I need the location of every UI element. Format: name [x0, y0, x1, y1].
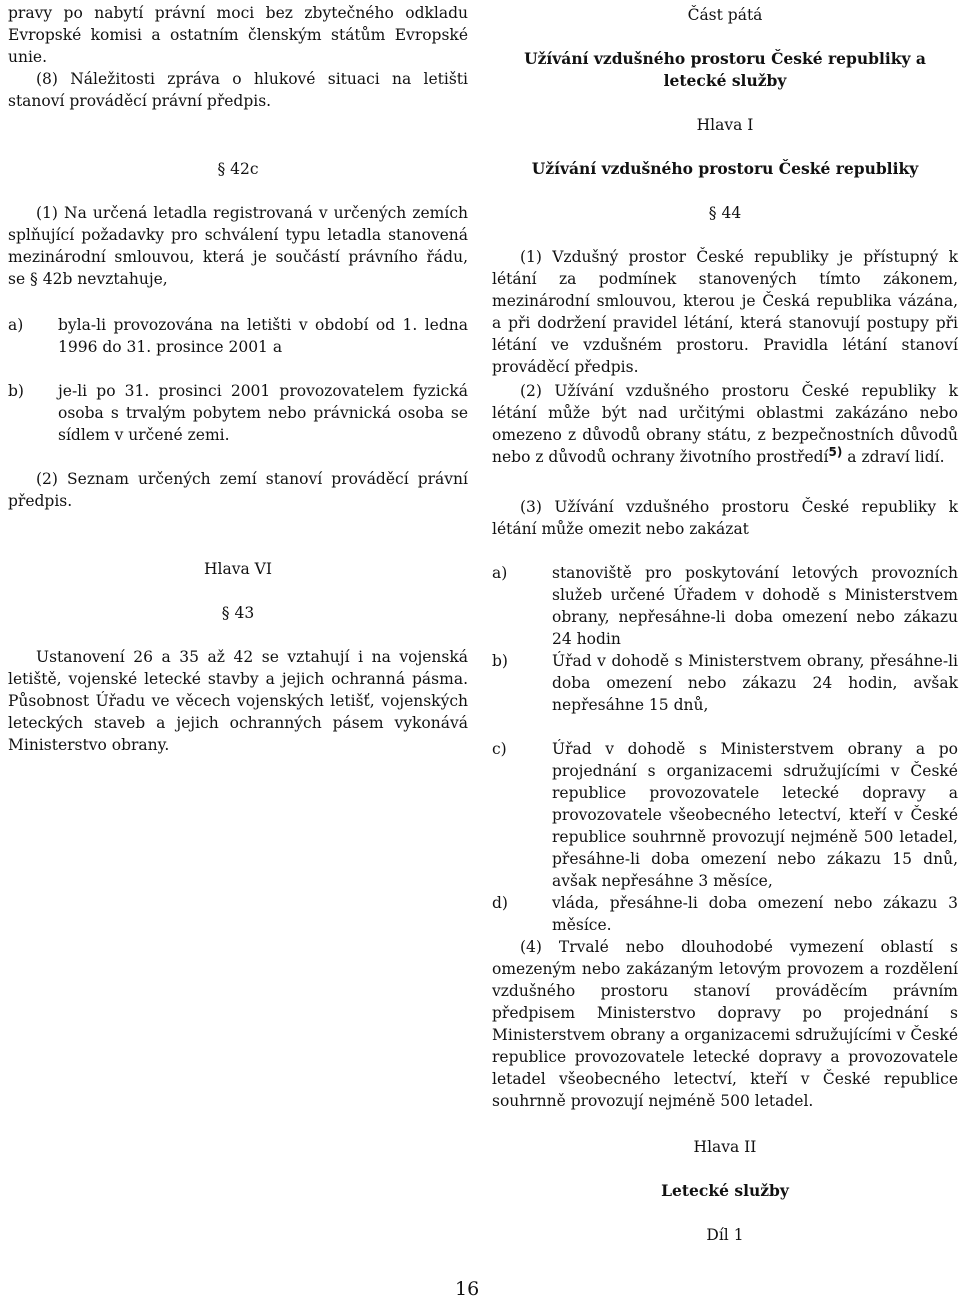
hlava-vi-heading: Hlava VI	[204, 560, 272, 578]
page-number: 16	[455, 1278, 480, 1300]
part-heading: Část pátá	[687, 6, 763, 24]
list-item-c	[492, 738, 958, 892]
footnote-reference[interactable]: 5)	[828, 444, 843, 459]
list-item-d	[492, 892, 958, 936]
list-item-b	[8, 380, 468, 446]
list-item-label: b)	[8, 382, 24, 400]
paragraph-continuation: pravy po nabytí právní moci bez zbytečného odkladu Evropské komisi a ostatním členským státům Evropské unie.	[8, 4, 468, 66]
paragraph-43: Ustanovení 26 a 35 až 42 se vztahují i na vojenská letiště, vojenské letecké stavby a jejich ochranná pásma. Působnost Úřadu ve věcech vojenských letišť, vojenských leteckých staveb a jejich ochranných pásem vykonává Ministerstvo obrany.	[8, 648, 468, 754]
list-item-a	[8, 314, 468, 358]
paragraph-8: (8) Náležitosti zpráva o hlukové situaci na letišti stanoví prováděcí právní předpis.	[8, 70, 468, 110]
list-item-text: Úřad v dohodě s Ministerstvem obrany, přesáhne-li doba omezení nebo zákazu 24 hodin, avšak nepřesáhne 15 dnů,	[552, 652, 958, 714]
paragraph-44-2	[492, 380, 958, 468]
section-44-heading: § 44	[708, 204, 742, 222]
paragraph-44-2-text: (2) Užívání vzdušného prostoru České republiky k létání může být nad určitými oblastmi zakázáno nebo omezeno z důvodů obrany státu, z bezpečnostních důvodů nebo z důvodů ochrany životního prostředí	[492, 382, 958, 466]
paragraph-44-2-tail: a zdraví lidí.	[842, 448, 945, 466]
hlava-ii-heading: Hlava II	[693, 1138, 757, 1156]
list-item-label: b)	[492, 652, 508, 670]
hlava-ii-title: Letecké služby	[661, 1181, 789, 1200]
list-item-label: a)	[8, 316, 24, 334]
list-item-a	[492, 562, 958, 650]
list-item-text: stanoviště pro poskytování letových provozních služeb určené Úřadem v dohodě s Ministerstvem obrany, nepřesáhne-li doba omezení nebo zákazu 24 hodin	[552, 564, 958, 648]
list-item-label: d)	[492, 894, 508, 912]
paragraph-44-3: (3) Užívání vzdušného prostoru České republiky k létání může omezit nebo zakázat	[492, 498, 958, 538]
paragraph-42c-2: (2) Seznam určených zemí stanoví prováděcí právní předpis.	[8, 470, 468, 510]
list-item-text: Úřad v dohodě s Ministerstvem obrany a po projednání s organizacemi sdružujícími v České republice provozovatele letecké dopravy a provozovatele všeobecného letectví, kteří v České republice souhrnně provozují nejméně 500 letadel, přesáhne-li doba omezení nebo zákazu 15 dnů, avšak nepřesáhne 3 měsíce,	[552, 740, 958, 890]
paragraph-42c-1: (1) Na určená letadla registrovaná v určených zemích splňující požadavky pro schválení typu letadla stanovená mezinárodní smlouvou, která je součástí právního řádu, se § 42b nevztahuje,	[8, 204, 468, 288]
hlava-i-title: Užívání vzdušného prostoru České republiky	[531, 159, 919, 178]
part-title: Užívání vzdušného prostoru České republiky a letecké služby	[524, 49, 926, 90]
hlava-i-heading: Hlava I	[696, 116, 754, 134]
paragraph-44-4: (4) Trvalé nebo dlouhodobé vymezení oblastí s omezeným nebo zakázaným letovým provozem a rozdělení vzdušného prostoru stanoví prováděcím právním předpisem Ministerstvo dopravy po projednání s Ministerstvem obrany a organizacemi sdružujícími v České republice provozovatele letecké dopravy a provozovatele letadel všeobecného letectví, kteří v České republice souhrnně provozují nejméně 500 letadel.	[492, 938, 958, 1110]
dil-1-heading: Díl 1	[706, 1226, 744, 1244]
section-42c-heading: § 42c	[217, 160, 259, 178]
paragraph-44-1: (1) Vzdušný prostor České republiky je přístupný k létání za podmínek stanovených tímto zákonem, mezinárodní smlouvou, kterou je Česká republika vázána, a při dodržení pravidel létání, která stanovují postupy při létání ve vzdušném prostoru. Pravidla létání stanoví prováděcí předpis.	[492, 248, 958, 376]
list-item-label: a)	[492, 564, 508, 582]
list-item-text: je-li po 31. prosinci 2001 provozovatelem fyzická osoba s trvalým pobytem nebo právnická osoba se sídlem v určené zemi.	[58, 382, 468, 444]
list-item-text: byla-li provozována na letišti v období od 1. ledna 1996 do 31. prosince 2001 a	[58, 316, 468, 356]
list-item-label: c)	[492, 740, 507, 758]
list-item-b	[492, 650, 958, 716]
list-item-text: vláda, přesáhne-li doba omezení nebo zákazu 3 měsíce.	[552, 894, 958, 934]
section-43-heading: § 43	[221, 604, 255, 622]
